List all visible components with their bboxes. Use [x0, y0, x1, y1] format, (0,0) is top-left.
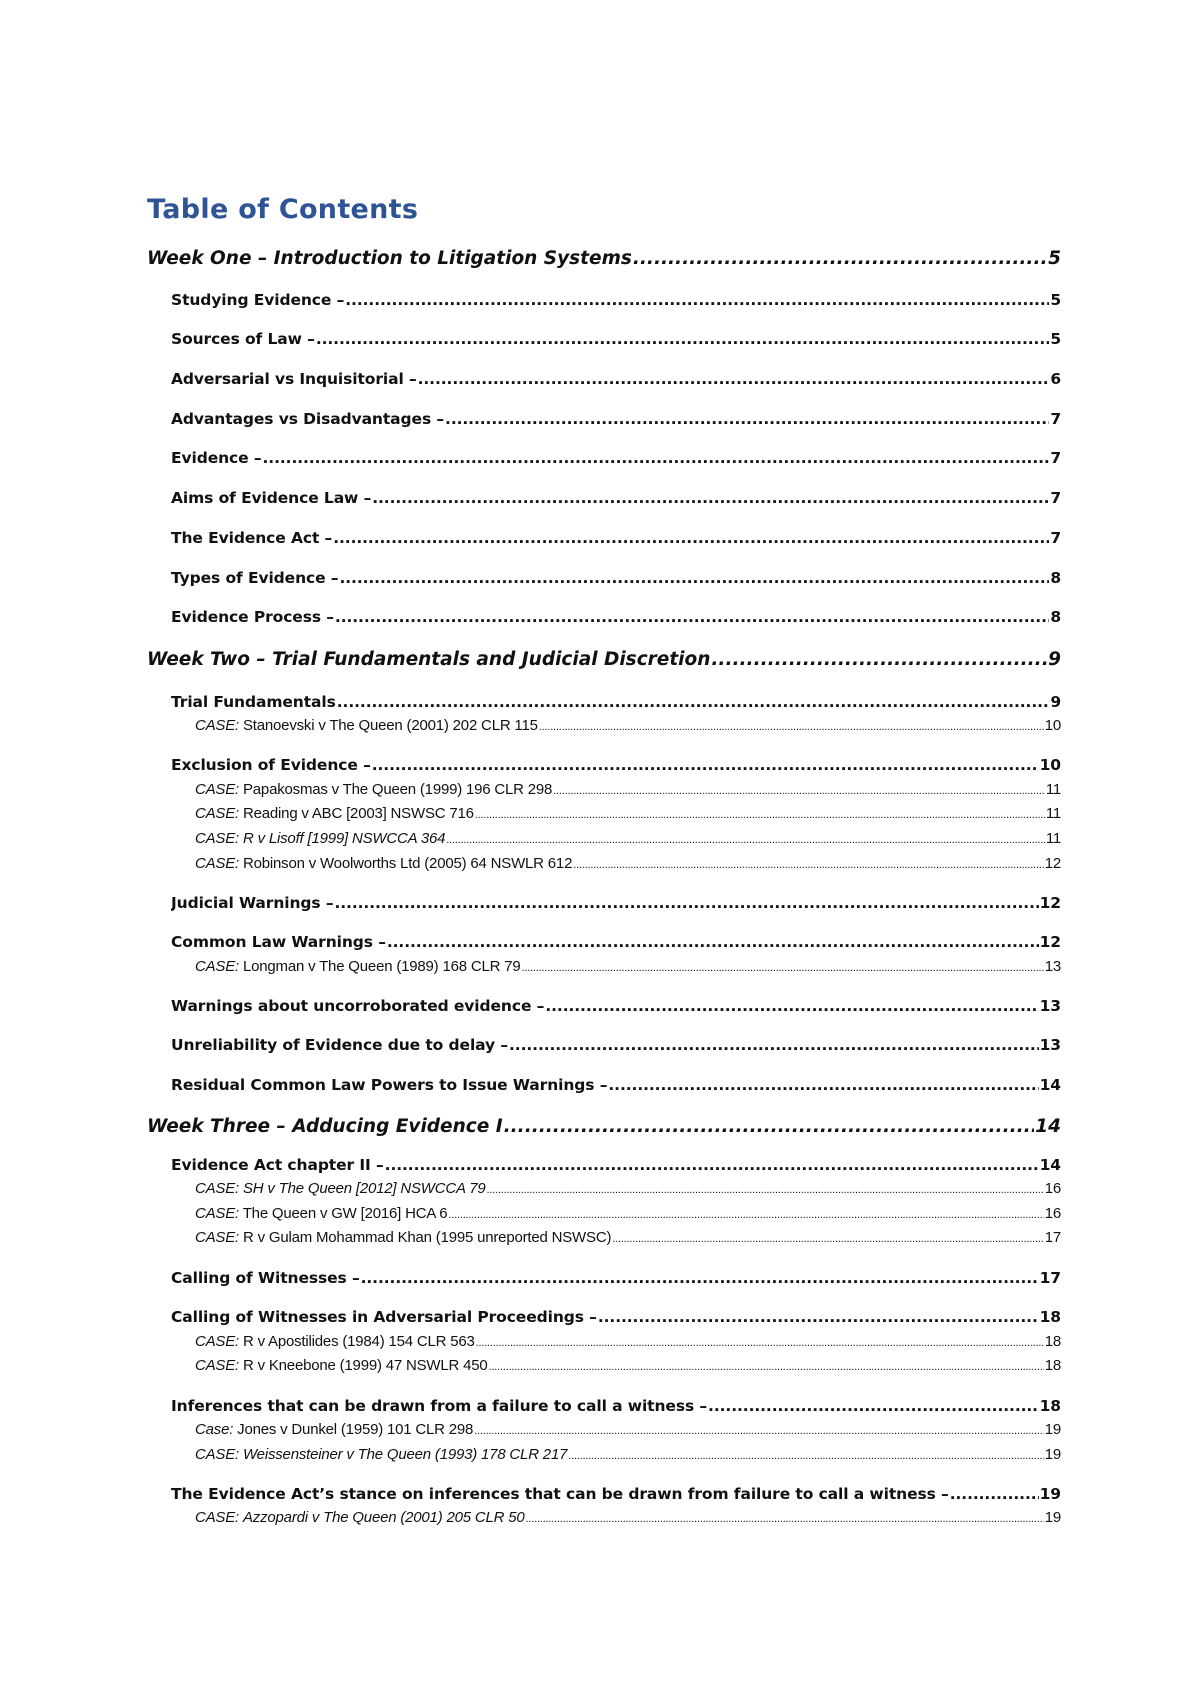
toc-entry-title [195, 1203, 447, 1224]
toc-page-number: 11 [1045, 830, 1061, 847]
toc-entry-level-2[interactable] [171, 995, 1061, 1017]
dot-leader [316, 328, 1050, 350]
toc-entry-title: Week One – Introduction to Litigation Systems [147, 248, 632, 269]
toc-entry-title [195, 803, 474, 824]
case-label: CASE: [195, 805, 240, 822]
toc-heading: Table of Contents [147, 194, 419, 225]
toc-page-number: 7 [1050, 449, 1061, 467]
toc-page-number: 10 [1039, 756, 1061, 774]
toc-page-number: 8 [1050, 569, 1061, 587]
dot-leader [361, 1267, 1039, 1289]
toc-entry-level-2[interactable] [171, 606, 1061, 628]
toc-entry-title [195, 853, 572, 874]
case-label: CASE: [195, 1333, 240, 1350]
dot-leader [372, 754, 1039, 776]
dot-leader [446, 830, 1045, 851]
toc-page-number: 7 [1050, 529, 1061, 547]
toc-page-number: 18 [1044, 1333, 1061, 1350]
case-name: R v Kneebone (1999) 47 NSWLR 450 [242, 1357, 488, 1374]
toc-entry-title: Calling of Witnesses – [171, 1269, 360, 1287]
toc-entry-level-2[interactable] [171, 1154, 1061, 1176]
dot-leader [573, 855, 1043, 876]
toc-page-number: 18 [1044, 1357, 1061, 1374]
toc-page-number: 18 [1039, 1308, 1061, 1326]
toc-page-number: 18 [1039, 1397, 1061, 1415]
toc-page-number: 12 [1039, 894, 1061, 912]
toc-entry-title [195, 1419, 473, 1440]
toc-page-number: 11 [1045, 805, 1061, 822]
dot-leader [612, 1229, 1043, 1250]
toc-entry-level-2[interactable] [171, 1306, 1061, 1328]
dot-leader [474, 1421, 1044, 1442]
toc-entry-title: Advantages vs Disadvantages – [171, 410, 445, 428]
toc-page-number: 17 [1039, 1269, 1061, 1287]
toc-page-number: 5 [1050, 330, 1061, 348]
case-name: Longman v The Queen (1989) 168 CLR 79 [242, 958, 521, 975]
dot-leader [372, 487, 1049, 509]
case-name: R v Gulam Mohammad Khan (1995 unreported NSWSC) [242, 1229, 612, 1246]
case-name: Weissensteiner v The Queen (1993) 178 CLR 217 [242, 1446, 568, 1463]
toc-entry-title: Exclusion of Evidence – [171, 756, 371, 774]
dot-leader [263, 447, 1050, 469]
toc-entry-title: Common Law Warnings – [171, 933, 386, 951]
toc-page-number: 14 [1039, 1156, 1061, 1174]
toc-entry-level-1[interactable] [147, 246, 1061, 272]
toc-page-number: 11 [1045, 781, 1061, 798]
toc-entry-level-2[interactable] [171, 368, 1061, 390]
toc-entry-level-2[interactable] [171, 1395, 1061, 1417]
toc-entry-level-1[interactable] [147, 647, 1061, 673]
dot-leader [633, 246, 1047, 272]
toc-page-number: 16 [1044, 1180, 1061, 1197]
toc-entry-level-3[interactable] [195, 1355, 1061, 1378]
toc-entry-level-2[interactable] [171, 408, 1061, 430]
toc-entry-title: Studying Evidence – [171, 291, 345, 309]
case-name: R v Apostilides (1984) 154 CLR 563 [242, 1333, 475, 1350]
case-name: Stanoevski v The Queen (2001) 202 CLR 115 [242, 717, 538, 734]
toc-entry-title: Week Three – Adducing Evidence I [147, 1116, 503, 1137]
dot-leader [445, 408, 1049, 430]
toc-entry-title [195, 956, 521, 977]
toc-entry-level-3[interactable] [195, 1444, 1061, 1467]
toc-entry-level-3[interactable] [195, 715, 1061, 738]
dot-leader [509, 1034, 1039, 1056]
toc-entry-title: Types of Evidence – [171, 569, 339, 587]
case-label: CASE: [195, 958, 240, 975]
case-label: CASE: [195, 1229, 240, 1246]
case-label: CASE: [195, 1205, 240, 1222]
dot-leader [476, 1333, 1044, 1354]
toc-entry-level-2[interactable] [171, 1074, 1061, 1096]
dot-leader [553, 781, 1045, 802]
toc-page-number: 5 [1048, 248, 1061, 269]
toc-page-number: 12 [1039, 933, 1061, 951]
toc-page-number: 12 [1044, 855, 1061, 872]
toc-entry-title: Residual Common Law Powers to Issue Warnings – [171, 1076, 608, 1094]
toc-entry-level-2[interactable] [171, 447, 1061, 469]
toc-entry-title [195, 1507, 525, 1528]
dot-leader [339, 567, 1049, 589]
case-name: Jones v Dunkel (1959) 101 CLR 298 [237, 1421, 474, 1438]
case-label: CASE: [195, 781, 240, 798]
toc-page-number: 7 [1050, 410, 1061, 428]
toc-entry-level-2[interactable] [171, 691, 1061, 713]
dot-leader [333, 527, 1049, 549]
toc-entry-level-2[interactable] [171, 1483, 1061, 1505]
dot-leader [489, 1357, 1044, 1378]
toc-entry-title [195, 1355, 488, 1376]
toc-page-number: 19 [1039, 1485, 1061, 1503]
dot-leader [448, 1205, 1043, 1226]
dot-leader [598, 1306, 1039, 1328]
dot-leader [545, 995, 1038, 1017]
toc-entry-level-3[interactable] [195, 1227, 1061, 1250]
toc-entry-title: The Evidence Act’s stance on inferences that can be drawn from failure to call a witness – [171, 1485, 949, 1503]
toc-entry-title [195, 1331, 475, 1352]
dot-leader [950, 1483, 1039, 1505]
dot-leader [711, 647, 1047, 673]
toc-page-number: 9 [1050, 693, 1061, 711]
toc-page-number: 14 [1035, 1116, 1061, 1137]
dot-leader [385, 1154, 1039, 1176]
toc-page-number: 13 [1039, 1036, 1061, 1054]
dot-leader [335, 606, 1049, 628]
toc-entry-title [195, 828, 445, 849]
toc-entry-title: Evidence Act chapter II – [171, 1156, 384, 1174]
toc-page-number: 9 [1048, 649, 1061, 670]
case-name: Papakosmas v The Queen (1999) 196 CLR 298 [242, 781, 553, 798]
toc-page-number: 14 [1039, 1076, 1061, 1094]
toc-page-number: 13 [1039, 997, 1061, 1015]
toc-entry-level-3[interactable] [195, 1507, 1061, 1530]
toc-entry-level-3[interactable] [195, 1178, 1061, 1201]
case-name: Robinson v Woolworths Ltd (2005) 64 NSWLR 612 [242, 855, 573, 872]
toc-entry-title: The Evidence Act – [171, 529, 333, 547]
toc-page-number: 6 [1050, 370, 1061, 388]
toc-entry-title: Inferences that can be drawn from a failure to call a witness – [171, 1397, 708, 1415]
toc-entry-level-3[interactable] [195, 956, 1061, 979]
dot-leader [418, 368, 1050, 390]
dot-leader [568, 1446, 1043, 1467]
toc-entry-title [195, 1178, 486, 1199]
toc-entry-title: Adversarial vs Inquisitorial – [171, 370, 417, 388]
toc-entry-level-3[interactable] [195, 803, 1061, 826]
case-label: CASE: [195, 1357, 240, 1374]
case-label: CASE: [195, 717, 240, 734]
case-name: Azzopardi v The Queen (2001) 205 CLR 50 [242, 1509, 525, 1526]
toc-entry-level-2[interactable] [171, 487, 1061, 509]
toc-page-number: 19 [1044, 1421, 1061, 1438]
toc-entry-title: Aims of Evidence Law – [171, 489, 372, 507]
toc-entry-level-2[interactable] [171, 567, 1061, 589]
toc-entry-level-2[interactable] [171, 1267, 1061, 1289]
toc-entry-title: Sources of Law – [171, 330, 315, 348]
dot-leader [475, 805, 1045, 826]
dot-leader [708, 1395, 1039, 1417]
toc-page-number: 19 [1044, 1509, 1061, 1526]
toc-entry-title: Evidence Process – [171, 608, 334, 626]
dot-leader [539, 717, 1044, 738]
toc-page-number: 7 [1050, 489, 1061, 507]
dot-leader [387, 931, 1039, 953]
toc-entry-title: Calling of Witnesses in Adversarial Proceedings – [171, 1308, 597, 1326]
dot-leader [504, 1114, 1035, 1140]
toc-entry-level-3[interactable] [195, 828, 1061, 851]
toc-page-number: 13 [1044, 958, 1061, 975]
toc-entry-title: Judicial Warnings – [171, 894, 334, 912]
toc-entry-level-3[interactable] [195, 1331, 1061, 1354]
dot-leader [608, 1074, 1038, 1096]
toc-page-number: 19 [1044, 1446, 1061, 1463]
case-name: R v Lisoff [1999] NSWCCA 364 [242, 830, 446, 847]
toc-entry-title: Trial Fundamentals [171, 693, 336, 711]
dot-leader [345, 289, 1049, 311]
toc-page-number: 8 [1050, 608, 1061, 626]
toc-page-number: 16 [1044, 1205, 1061, 1222]
case-label: CASE: [195, 830, 240, 847]
case-label: CASE: [195, 855, 240, 872]
case-label: CASE: [195, 1446, 240, 1463]
toc-entry-level-2[interactable] [171, 1034, 1061, 1056]
toc-entry-title: Warnings about uncorroborated evidence – [171, 997, 545, 1015]
case-name: Reading v ABC [2003] NSWSC 716 [242, 805, 474, 822]
toc-entry-level-2[interactable] [171, 892, 1061, 914]
toc-entry-level-2[interactable] [171, 328, 1061, 350]
toc-page-number: 10 [1044, 717, 1061, 734]
case-label: CASE: [195, 1509, 240, 1526]
toc-entry-level-3[interactable] [195, 1419, 1061, 1442]
toc-entry-title: Week Two – Trial Fundamentals and Judicial Discretion [147, 649, 711, 670]
toc-entry-title [195, 1227, 611, 1248]
toc-entry-title: Unreliability of Evidence due to delay – [171, 1036, 508, 1054]
toc-page-number: 17 [1044, 1229, 1061, 1246]
case-name: SH v The Queen [2012] NSWCCA 79 [242, 1180, 486, 1197]
toc-entry-level-3[interactable] [195, 853, 1061, 876]
toc-entry-title [195, 779, 552, 800]
dot-leader [526, 1509, 1044, 1530]
dot-leader [337, 691, 1050, 713]
toc-entry-level-2[interactable] [171, 527, 1061, 549]
toc-entry-level-1[interactable] [147, 1114, 1061, 1140]
toc-entry-title [195, 715, 538, 736]
dot-leader [487, 1180, 1044, 1201]
dot-leader [334, 892, 1038, 914]
dot-leader [522, 958, 1044, 979]
toc-entry-level-2[interactable] [171, 754, 1061, 776]
case-name: The Queen v GW [2016] HCA 6 [242, 1205, 448, 1222]
toc-entry-level-3[interactable] [195, 1203, 1061, 1226]
toc-entry-level-3[interactable] [195, 779, 1061, 802]
toc-page-number: 5 [1050, 291, 1061, 309]
toc-entry-level-2[interactable] [171, 931, 1061, 953]
case-label: CASE: [195, 1180, 240, 1197]
case-label: Case: [195, 1421, 234, 1438]
toc-entry-title: Evidence – [171, 449, 262, 467]
toc-entry-title [195, 1444, 567, 1465]
toc-entry-level-2[interactable] [171, 289, 1061, 311]
